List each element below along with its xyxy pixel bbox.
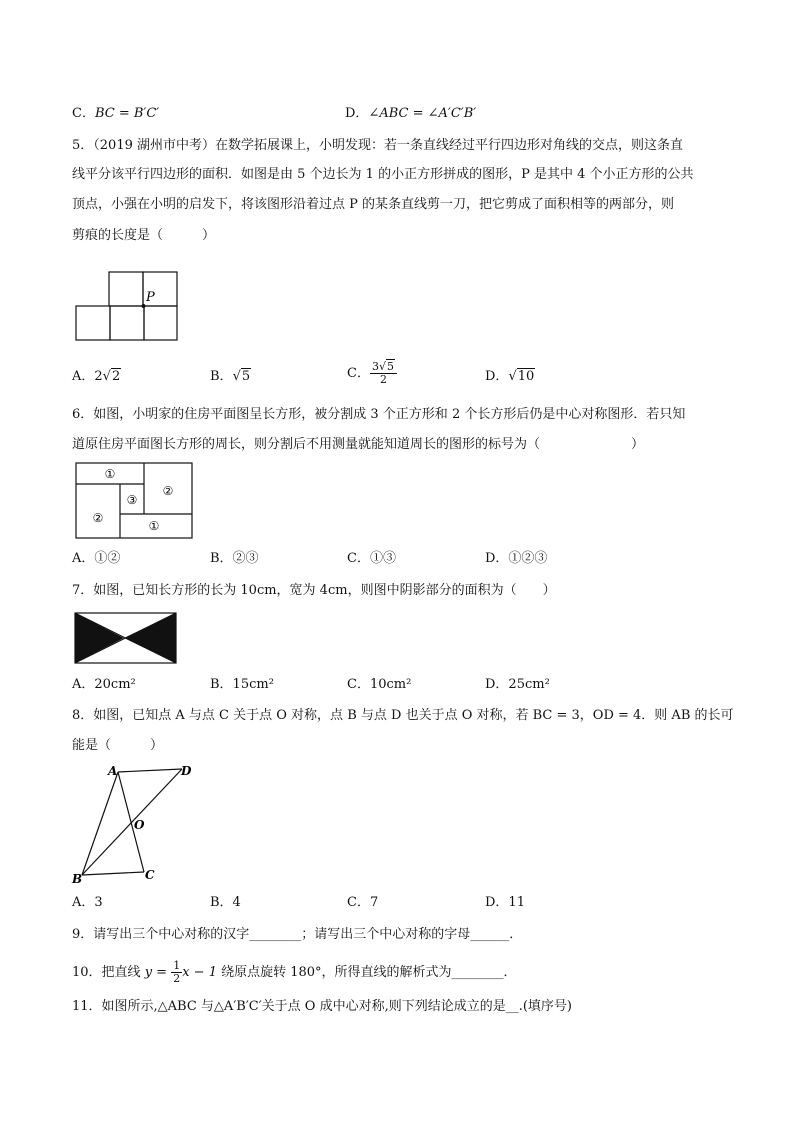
q5-option-a-radicand: 2: [111, 369, 121, 384]
q8-label-b: B: [72, 872, 83, 886]
q8-text-line2: 能是（ ）: [72, 738, 164, 753]
q8-parallelogram-figure: [70, 762, 210, 888]
q6-text-line2: 道原住房平面图长方形的周长，则分割后不用测量就能知道周长的图形的标号为（ ）: [72, 437, 645, 452]
q10-frac-den: 2: [173, 972, 181, 985]
q5-point-p-label: P: [146, 290, 155, 305]
q10-text-line1: [72, 960, 517, 985]
q5-option-c-fraction: $\frac{3√5}{2}$: [370, 361, 397, 386]
q5-option-c-label: C．: [347, 366, 370, 381]
q10-suffix: 绕原点旋转 180°，所得直线的解析式为________．: [216, 965, 517, 980]
q6-option-b: B．②③: [210, 551, 259, 566]
q7-text-line1: 7．如图，已知长方形的长为 10cm，宽为 4cm，则图中阴影部分的面积为（ ）: [72, 583, 556, 598]
q8-text-line1: 8．如图，已知点 A 与点 C 关于点 O 对称，点 B 与点 D 也关于点 O 对称，若 BC = 3，OD = 4．则 AB 的长可: [72, 708, 734, 723]
q8-option-b: B．4: [210, 895, 241, 910]
q5-option-c-num-coef: 3: [371, 360, 379, 373]
q6-option-a: A．①②: [72, 551, 121, 566]
q5-squares-figure: [74, 270, 184, 342]
q5-option-d: D．√10: [485, 369, 535, 384]
q5-option-b-label: B．: [210, 369, 233, 384]
q4-option-d-label: D．: [345, 106, 369, 121]
q8-segment-bc: [82, 872, 144, 875]
q5-option-a-coef: 2: [94, 369, 103, 384]
q9-text-line1: 9．请写出三个中心对称的汉字________；请写出三个中心对称的字母______．: [72, 927, 523, 942]
q5-square-bottom-2: [110, 306, 144, 340]
q4-option-c-label: C．: [72, 106, 95, 121]
q10-rest-expr: x − 1: [182, 965, 217, 980]
q5-option-d-radicand: 10: [517, 369, 535, 384]
q5-option-b-radicand: 5: [241, 369, 251, 384]
q6-label-region-3: ③: [126, 493, 138, 507]
q8-segment-ab: [82, 772, 118, 875]
q8-option-c: C．7: [347, 895, 379, 910]
q5-option-a: A．2√2: [72, 369, 121, 384]
q10-frac-num: 1: [173, 959, 181, 972]
q5-point-p: [142, 304, 146, 308]
q8-segment-ad: [118, 769, 182, 772]
q7-option-a: A．20cm²: [72, 677, 136, 692]
q4-option-d: [345, 105, 476, 123]
q7-shaded-triangle-right: [124, 613, 176, 663]
q5-square-bottom-3: [144, 306, 177, 340]
q8-label-d: D: [181, 764, 192, 778]
q8-label-o: O: [134, 818, 145, 832]
q4-option-c: [72, 105, 159, 123]
q8-option-d: D．11: [485, 895, 525, 910]
q6-option-d: D．①②③: [485, 551, 548, 566]
q5-square-bottom-1: [76, 306, 110, 340]
q8-label-c: C: [145, 868, 155, 882]
q8-segment-bd: [82, 769, 182, 875]
q5-option-d-label: D．: [485, 369, 509, 384]
q5-text-line3: 顶点，小强在小明的启发下，将该图形沿着过点 P 的某条直线剪一刀，把它剪成了面积相等的两部分，则: [72, 197, 675, 212]
q7-option-b: B．15cm²: [210, 677, 274, 692]
q6-label-region-1-bottom: ①: [148, 519, 160, 533]
q8-label-a: A: [108, 764, 118, 778]
q10-y-eq: y =: [144, 965, 168, 980]
q6-label-region-2-left: ②: [92, 511, 104, 525]
q10-fraction: [171, 960, 182, 985]
q5-option-c: [347, 361, 397, 386]
q7-rectangle-figure: [74, 612, 178, 664]
q5-text-line1: 5．（2019 湖州市中考）在数学拓展课上，小明发现：若一条直线经过平行四边形对角线的交点，则这条直: [72, 138, 683, 153]
q11-text-line1: 11．如图所示,△ABC 与△A′B′C′关于点 O 成中心对称,则下列结论成立的是__.(填序号): [72, 999, 573, 1014]
q5-option-a-label: A．: [72, 369, 95, 384]
q6-option-c: C．①③: [347, 551, 396, 566]
q6-label-region-2-right: ②: [162, 484, 174, 498]
q10-prefix: 10．把直线: [72, 965, 145, 980]
q6-text-line1: 6．如图，小明家的住房平面图呈长方形，被分割成 3 个正方形和 2 个长方形后仍是中心对称图形．若只知: [72, 407, 686, 422]
q5-square-top-left: [109, 272, 143, 306]
q7-option-c: C．10cm²: [347, 677, 412, 692]
q7-shaded-triangle-left: [75, 613, 124, 663]
q5-text-line2: 线平分该平行四边形的面积．如图是由 5 个边长为 1 的小正方形拼成的图形，P 是其中 4 个小正方形的公共: [72, 167, 694, 182]
q5-text-line4: 剪痕的长度是（ ）: [72, 228, 216, 243]
q6-label-region-1-top: ①: [104, 467, 116, 481]
q6-floorplan-figure: [75, 462, 195, 540]
q7-option-d: D．25cm²: [485, 677, 550, 692]
q5-option-c-den: 2: [379, 373, 387, 386]
q4-option-c-expr: BC = B′C′: [94, 106, 160, 121]
q5-option-c-num-radicand: 5: [386, 360, 394, 373]
q8-option-a: A．3: [72, 895, 103, 910]
q4-option-d-expr: ∠ABC = ∠A′C′B′: [368, 106, 477, 121]
q5-option-b: B．√5: [210, 369, 251, 384]
